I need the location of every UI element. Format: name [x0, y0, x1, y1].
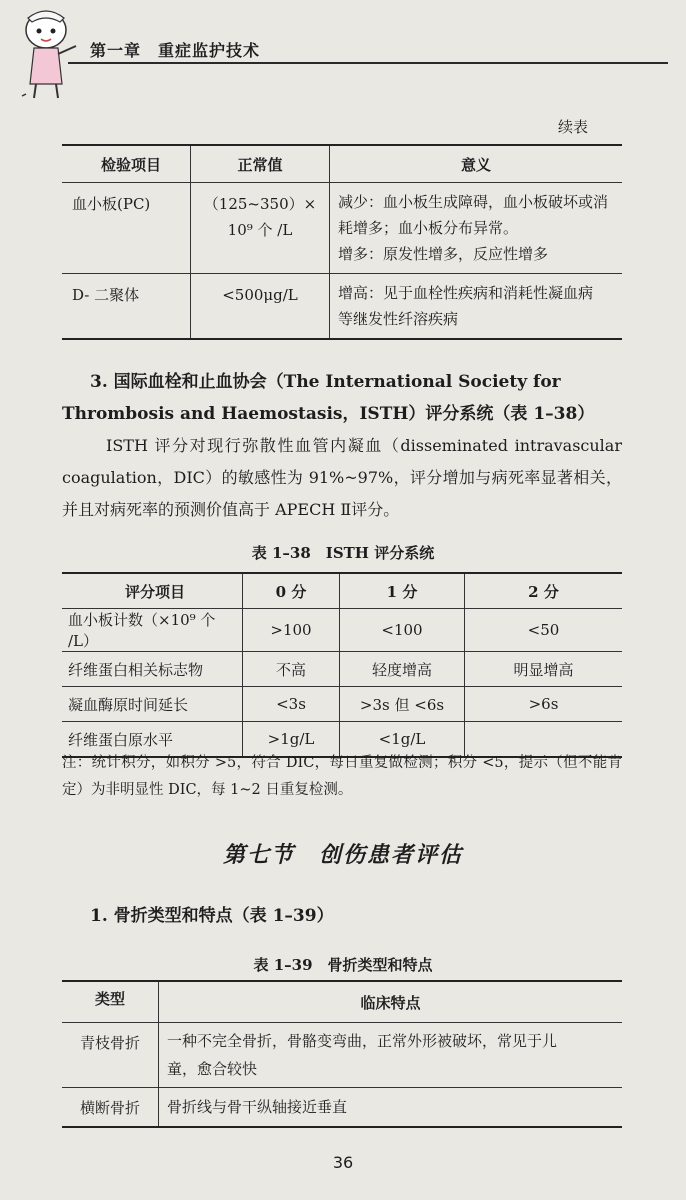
page-header	[0, 0, 686, 110]
table-row	[62, 687, 622, 722]
table-cell: <3s	[243, 687, 340, 722]
table-cell: 纤维蛋白原水平	[62, 722, 243, 758]
table-cell: <500μg/L	[191, 274, 330, 340]
lab-values-table	[62, 144, 622, 340]
table-cell: >3s 但 <6s	[340, 687, 465, 722]
table-cell: >6s	[465, 687, 623, 722]
table-row	[62, 1023, 622, 1088]
cell-line: 等继发性纤溶疾病	[338, 310, 459, 328]
table-header-cell: 2 分	[465, 573, 623, 609]
header-divider	[68, 62, 668, 64]
section-heading: Thrombosis and Haemostasis，ISTH）评分系统（表 1–38）	[62, 404, 595, 424]
table-row	[62, 609, 622, 652]
table-cell: 不高	[243, 652, 340, 687]
table-row	[62, 183, 622, 274]
chapter-title: 第一章 重症监护技术	[90, 41, 261, 60]
table-note: 注：统计积分，如积分 >5，符合 DIC，每日重复做检测；积分 <5，提示（但不能肯定）为非明显性 DIC，每 1~2 日重复检测。	[62, 755, 622, 798]
table-header-cell: 0 分	[243, 573, 340, 609]
cell-line: 增高：见于血栓性疾病和消耗性凝血病	[338, 284, 594, 302]
table-row	[62, 652, 622, 687]
cell-line: 童，愈合较快	[167, 1060, 258, 1078]
nurse-mascot-icon	[16, 6, 82, 102]
table-header-cell: 1 分	[340, 573, 465, 609]
table-caption: 表 1–38 ISTH 评分系统	[251, 544, 435, 562]
table-header-cell: 评分项目	[62, 573, 243, 609]
cell-line: 耗增多；血小板分布异常。	[338, 219, 519, 237]
table-cell: <1g/L	[340, 722, 465, 758]
cell-line: 10⁹ 个 /L	[227, 221, 293, 239]
isth-score-table	[62, 572, 622, 758]
body-paragraph: ISTH 评分对现行弥散性血管内凝血（disseminated intravascular coagulation，DIC）的敏感性为 91%~97%，评分增加与病死率显著相关，并且对病死率的预测价值高于 APECH Ⅱ评分。	[62, 436, 622, 519]
table-cell: >100	[243, 609, 340, 652]
table-cell	[159, 1023, 623, 1088]
cell-line: 增多：原发性增多，反应性增多	[338, 245, 549, 263]
table-cell: 明显增高	[465, 652, 623, 687]
table-cell: 凝血酶原时间延长	[62, 687, 243, 722]
table-cell: D- 二聚体	[62, 274, 191, 340]
table-cell: 横断骨折	[62, 1088, 159, 1128]
table-header-row	[62, 573, 622, 609]
table-cell	[330, 274, 623, 340]
section-heading: 1. 骨折类型和特点（表 1–39）	[90, 906, 334, 926]
table-header-cell: 正常值	[191, 145, 330, 183]
cell-line: 减少：血小板生成障碍，血小板破坏或消	[338, 193, 609, 211]
continued-label: 续表	[557, 118, 588, 136]
table-cell: >1g/L	[243, 722, 340, 758]
table-caption: 表 1–39 骨折类型和特点	[253, 956, 433, 974]
table-cell: 血小板(PC)	[62, 183, 191, 274]
table-header-cell: 临床特点	[159, 981, 623, 1023]
table-cell: 纤维蛋白相关标志物	[62, 652, 243, 687]
table-header-cell: 意义	[330, 145, 623, 183]
cell-line: 一种不完全骨折，骨骼变弯曲，正常外形被破坏，常见于儿	[167, 1032, 558, 1050]
table-header-row	[62, 981, 622, 1023]
table-cell: <50	[465, 609, 623, 652]
table-cell: 轻度增高	[340, 652, 465, 687]
table-cell: 骨折线与骨干纵轴接近垂直	[159, 1088, 623, 1128]
table-row	[62, 274, 622, 340]
table-header-cell: 检验项目	[62, 145, 191, 183]
table-cell	[191, 183, 330, 274]
page-number: 36	[332, 1153, 354, 1172]
cell-line: （125~350）×	[203, 195, 317, 213]
table-header-cell: 类型	[62, 981, 159, 1023]
table-cell	[330, 183, 623, 274]
table-header-row	[62, 145, 622, 183]
fracture-types-table	[62, 980, 622, 1128]
section-title: 第七节 创伤患者评估	[222, 842, 463, 868]
table-cell: 血小板计数（×10⁹ 个 /L）	[62, 609, 243, 652]
table-cell: 青枝骨折	[62, 1023, 159, 1088]
section-heading: 3. 国际血栓和止血协会（The International Society for	[90, 372, 561, 392]
table-cell: <100	[340, 609, 465, 652]
table-row	[62, 1088, 622, 1128]
